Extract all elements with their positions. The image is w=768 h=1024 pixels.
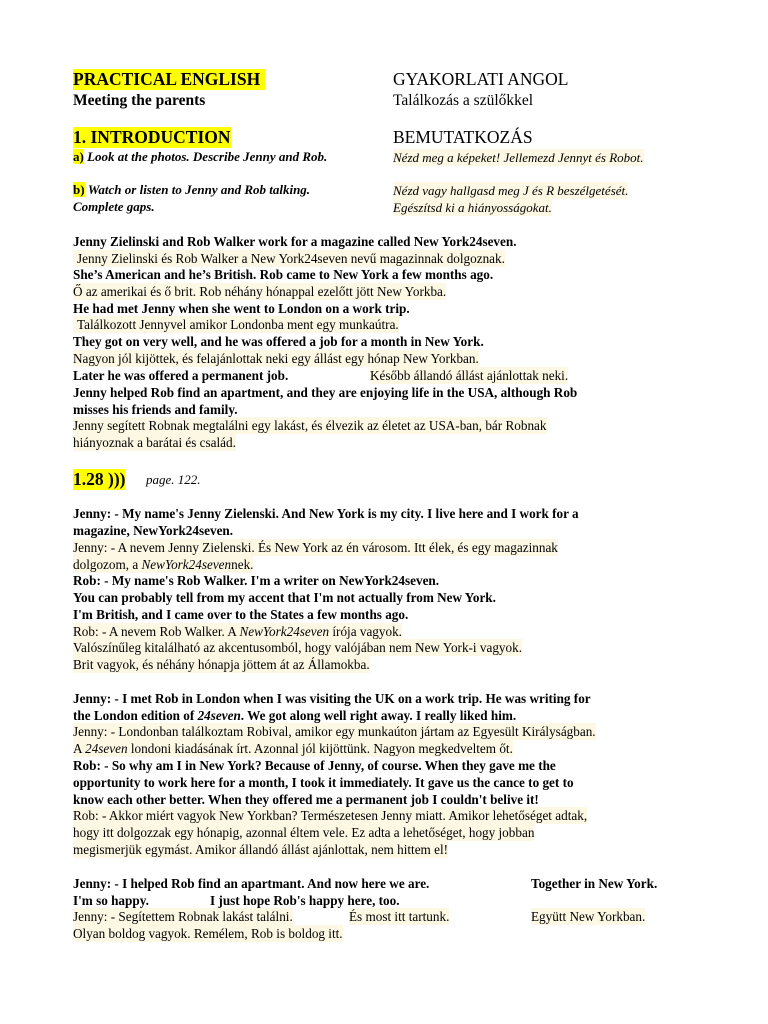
story-line: Később állandó állást ajánlottak neki. [370,368,569,383]
dialogue-line: opportunity to work here for a month, I took it immediately. It gave us the cance to get to [73,775,574,790]
dialogue-line: És most itt tartunk. [349,909,450,924]
dialogue-line: Valószínűleg kitalálható az akcentusomból, hogy valójában nem New York-i vagyok. [73,640,523,655]
intro-a-text: Look at the photos. Describe Jenny and Rob. [87,149,328,164]
title-en: PRACTICAL ENGLISH [73,69,265,90]
intro-a-en [73,149,327,165]
story-line: They got on very well, and he was offered a job for a month in New York. [73,334,484,349]
title-hu: GYAKORLATI ANGOL [393,69,569,89]
track-page: page. 122. [146,472,201,487]
intro-b-hu-1: Nézd vagy hallgasd meg J és R beszélgetését. [393,183,629,198]
dialogue-line: Rob: - A nevem Rob Walker. A NewYork24seven írója vagyok. [73,624,402,639]
dialogue-line: hogy itt dolgozzak egy hónapig, azonnal éltem vele. Ez adta a lehetőséget, hogy jobban [73,825,535,840]
dialogue-line: A 24seven londoni kiadásának írt. Azonnal jól kijöttünk. Nagyon megkedveltem őt. [73,741,513,756]
dialogue-line: Rob: - So why am I in New York? Because of Jenny, of course. When they gave me the [73,758,556,773]
dialogue-line: Együtt New Yorkban. [531,909,646,924]
dialogue-line: Jenny: - Segítettem Robnak lakást találni. [73,909,293,924]
dialogue-line: Jenny: - I helped Rob find an apartmant. And now here we are. [73,876,430,891]
intro-b-marker: b) [73,182,85,197]
story-line: Találkozott Jennyvel amikor Londonba ment egy munkaútra. [73,316,399,333]
intro-a-marker: a) [73,149,84,164]
dialogue-line: magazine, NewYork24seven. [73,523,234,538]
subtitle-hu: Találkozás a szülőkkel [393,92,534,109]
intro-b-en [73,182,310,198]
dialogue-line: Jenny: - A nevem Jenny Zielenski. És New York az én városom. Itt élek, és egy magazinnak [73,540,558,555]
story-line: Jenny Zielinski és Rob Walker a New York24seven nevű magazinnak dolgoznak. [73,250,505,267]
story-line: Nagyon jól kijöttek, és felajánlottak neki egy állást egy hónap New Yorkban. [73,351,479,366]
dialogue-line: You can probably tell from my accent that I'm not actually from New York. [73,590,496,605]
dialogue-line: Brit vagyok, és néhány hónapja jöttem át az Államokba. [73,657,370,672]
dialogue-line: Jenny: - Londonban találkoztam Robival, amikor egy munkaúton jártam az Egyesült Királyságban. [73,724,596,739]
subtitle-en: Meeting the parents [73,92,206,109]
story-line: He had met Jenny when she went to London on a work trip. [73,301,410,316]
intro-b-text: Watch or listen to Jenny and Rob talking. [87,182,311,197]
story-line: Ő az amerikai és ő brit. Rob néhány hónappal ezelőtt jött New Yorkba. [73,284,447,299]
dialogue-line: dolgozom, a NewYork24sevennek. [73,557,254,572]
dialogue-line: Jenny: - My name's Jenny Zielenski. And New York is my city. I live here and I work for a [73,506,579,521]
dialogue-line: megismerjük egymást. Amikor állandó állást ajánlottak, nem hittem el! [73,842,449,857]
dialogue-line: the London edition of 24seven. We got along well right away. I really liked him. [73,708,517,723]
story-line: Jenny helped Rob find an apartment, and they are enjoying life in the USA, although Rob [73,385,578,400]
story-line: hiányoznak a barátai és család. [73,435,236,450]
intro-b-text-2: Complete gaps. [73,199,155,214]
dialogue-line: Olyan boldog vagyok. Remélem, Rob is boldog itt. [73,926,343,941]
dialogue-line: Together in New York. [531,876,658,891]
track-number: 1.28 ))) [73,469,126,489]
story-line: Jenny segített Robnak megtalálni egy lakást, és élvezik az életet az USA-ban, bár Robnak [73,418,547,433]
dialogue-line: I'm British, and I came over to the States a few months ago. [73,607,409,622]
dialogue-line: I'm so happy. [73,893,149,908]
dialogue-line: Rob: - My name's Rob Walker. I'm a writer on NewYork24seven. [73,573,440,588]
story-line: She’s American and he’s British. Rob came to New York a few months ago. [73,267,494,282]
story-line: misses his friends and family. [73,402,238,417]
story-line: Later he was offered a permanent job. [73,368,289,383]
intro-a-hu: Nézd meg a képeket! Jellemezd Jennyt és Robot. [393,150,644,165]
dialogue-line: Rob: - Akkor miért vagyok New Yorkban? Természetesen Jenny miatt. Amikor lehetőséget adtak, [73,808,588,823]
dialogue-line: Jenny: - I met Rob in London when I was visiting the UK on a work trip. He was writing for [73,691,591,706]
dialogue-line: I just hope Rob's happy here, too. [210,893,400,908]
intro-b-hu-2: Egészítsd ki a hiányosságokat. [393,200,552,215]
intro-heading-hu: BEMUTATKOZÁS [393,127,533,147]
story-line: Jenny Zielinski and Rob Walker work for a magazine called New York24seven. [73,234,517,249]
intro-heading-en: 1. INTRODUCTION [73,127,231,147]
dialogue-line: know each other better. When they offered me a permanent job I couldn't belive it! [73,792,539,807]
